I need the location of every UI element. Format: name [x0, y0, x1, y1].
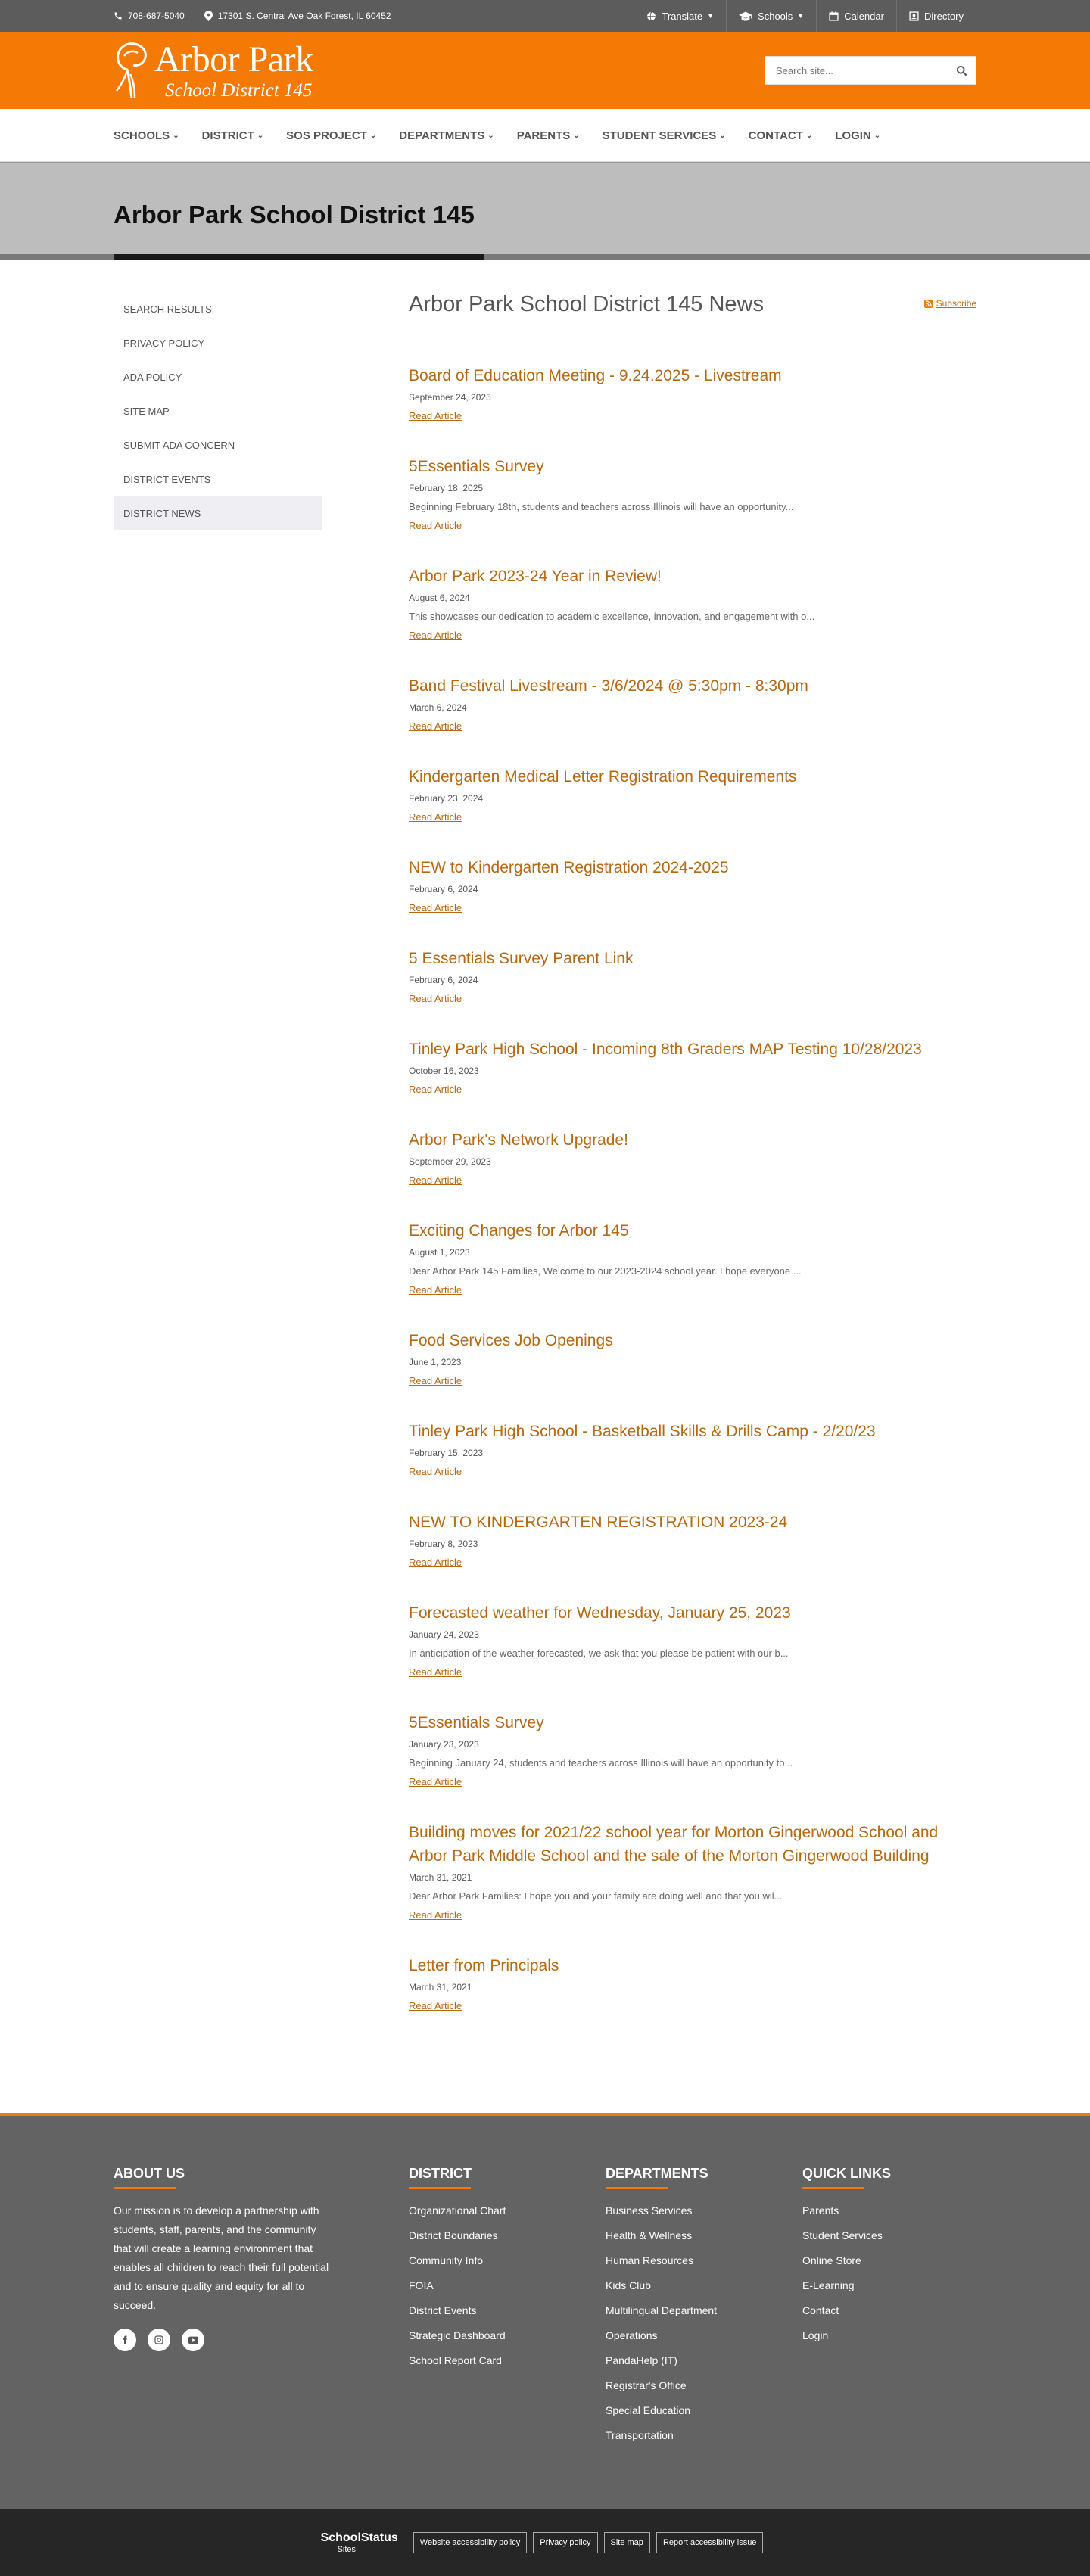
article-title[interactable]: NEW to Kindergarten Registration 2024-2025	[409, 859, 729, 876]
article-date: February 6, 2024	[409, 884, 478, 894]
footer-district-title: DISTRICT	[409, 2166, 606, 2189]
page-banner	[0, 162, 1090, 260]
footer-link[interactable]: Strategic Dashboard	[409, 2329, 506, 2341]
article-title[interactable]: 5Essentials Survey	[409, 1714, 544, 1731]
article-title[interactable]: Forecasted weather for Wednesday, January 25, 2023	[409, 1604, 791, 1622]
nav-label: CONTACT	[748, 129, 803, 142]
news-heading: Arbor Park School District 145 News	[409, 292, 764, 316]
nav-login[interactable]	[835, 129, 880, 142]
article-title[interactable]: Kindergarten Medical Letter Registration Requirements	[409, 768, 797, 786]
news-article	[409, 455, 976, 533]
tree-logo-icon	[114, 41, 150, 100]
search-icon	[956, 65, 967, 76]
article-title[interactable]: Tinley Park High School - Incoming 8th Graders MAP Testing 10/28/2023	[409, 1041, 922, 1058]
graduation-cap-icon	[739, 11, 752, 21]
footer-quick-links	[802, 2166, 891, 2451]
footer-link[interactable]: Registrar's Office	[606, 2379, 687, 2391]
facebook-link[interactable]	[114, 2329, 136, 2351]
article-date: February 15, 2023	[409, 1448, 484, 1458]
article-title[interactable]: 5Essentials Survey	[409, 458, 544, 475]
footer-link[interactable]: Operations	[606, 2329, 658, 2341]
youtube-link[interactable]	[182, 2329, 204, 2351]
article-date: February 18, 2025	[409, 483, 484, 493]
news-article	[409, 674, 976, 733]
footer-about-title: ABOUT US	[114, 2166, 409, 2189]
article-excerpt: Dear Arbor Park Families: I hope you and your family are doing well and that you wil...	[409, 1890, 783, 1902]
chevron-down-icon: ⌄	[805, 131, 813, 140]
read-article-link[interactable]: Read Article	[409, 1557, 462, 1568]
youtube-icon	[188, 2336, 198, 2344]
footer-link[interactable]: Business Services	[606, 2204, 693, 2217]
phone-icon	[114, 11, 123, 20]
address-text: 17301 S. Central Ave Oak Forest, IL 60452	[217, 11, 391, 21]
bottom-link[interactable]: Site map	[604, 2532, 650, 2553]
footer-district	[409, 2166, 606, 2451]
phone-contact[interactable]	[114, 11, 185, 21]
bottom-bar	[0, 2509, 1090, 2576]
article-excerpt: Beginning January 24, students and teachers across Illinois will have an opportunity to...	[409, 1757, 793, 1769]
footer-link[interactable]: Student Services	[802, 2229, 883, 2242]
article-date: March 31, 2021	[409, 1982, 472, 1993]
nav-schools[interactable]	[114, 129, 179, 142]
sidebar	[114, 292, 322, 2045]
footer-about-text: Our mission is to develop a partnership with students, staff, parents, and the community that will create a learning environment that enables all children to reach their full potential and to ensure quality and equity for all to succeed.	[114, 2204, 329, 2311]
site-search	[765, 56, 976, 85]
calendar-label: Calendar	[844, 10, 884, 22]
chevron-down-icon: ⌄	[257, 131, 264, 140]
read-article-link[interactable]: Read Article	[409, 410, 462, 422]
main-section	[0, 260, 1090, 2113]
footer-link[interactable]: Online Store	[802, 2254, 861, 2266]
news-article	[409, 1954, 976, 2013]
footer-link[interactable]: District Events	[409, 2304, 477, 2316]
nav-label: STUDENT SERVICES	[602, 129, 717, 142]
footer-link[interactable]: Human Resources	[606, 2254, 693, 2266]
site-logo[interactable]	[114, 41, 313, 100]
news-article	[409, 565, 976, 642]
nav-student-services[interactable]	[603, 129, 726, 142]
article-date: September 29, 2023	[409, 1156, 491, 1167]
address-contact[interactable]	[204, 11, 391, 21]
footer-link[interactable]: Health & Wellness	[606, 2229, 693, 2242]
rss-icon	[924, 300, 933, 308]
caret-down-icon: ▼	[797, 12, 805, 20]
nav-label: PARENTS	[516, 129, 571, 142]
footer-link[interactable]: FOIA	[409, 2279, 434, 2291]
article-date: February 6, 2024	[409, 975, 478, 985]
read-article-link[interactable]: Read Article	[409, 1466, 462, 1477]
read-article-link[interactable]: Read Article	[409, 2000, 462, 2011]
footer-link[interactable]: E-Learning	[802, 2279, 855, 2291]
sidebar-item[interactable]: SITE MAP	[123, 406, 170, 417]
nav-parents[interactable]	[517, 129, 580, 142]
news-article	[409, 947, 976, 1006]
main-nav	[0, 109, 1090, 162]
search-button[interactable]	[947, 57, 976, 84]
read-article-link[interactable]: Read Article	[409, 1284, 462, 1296]
article-excerpt: In anticipation of the weather forecasted, we ask that you please be patient with our b...	[409, 1647, 789, 1659]
chevron-down-icon: ⌄	[369, 131, 377, 140]
bottom-link[interactable]: Website accessibility policy	[413, 2532, 527, 2553]
article-list	[409, 364, 976, 2013]
chevron-down-icon: ⌄	[487, 131, 494, 140]
footer-link[interactable]: Community Info	[409, 2254, 484, 2266]
translate-label: Translate	[662, 10, 703, 22]
logo-subtitle: School District 145	[165, 79, 313, 101]
article-date: June 1, 2023	[409, 1357, 462, 1367]
footer-link[interactable]: School Report Card	[409, 2354, 502, 2366]
footer-departments	[606, 2166, 802, 2451]
nav-contact[interactable]	[749, 129, 813, 142]
footer-link[interactable]: Special Education	[606, 2404, 691, 2416]
caret-down-icon: ▼	[707, 12, 715, 20]
bottom-link[interactable]: Privacy policy	[533, 2532, 597, 2553]
chevron-down-icon: ⌄	[173, 131, 179, 140]
bottom-link[interactable]: Report accessibility issue	[656, 2532, 764, 2553]
article-title[interactable]: Food Services Job Openings	[409, 1332, 613, 1349]
directory-icon	[909, 11, 919, 21]
article-date: January 24, 2023	[409, 1629, 479, 1640]
chevron-down-icon: ⌄	[874, 131, 881, 140]
news-article	[409, 1601, 976, 1679]
article-date: March 31, 2021	[409, 1872, 472, 1883]
translate-button[interactable]	[634, 0, 726, 32]
read-article-link[interactable]: Read Article	[409, 1666, 462, 1678]
news-article	[409, 1510, 976, 1570]
nav-district[interactable]	[202, 129, 264, 142]
article-title[interactable]: Arbor Park 2023-24 Year in Review!	[409, 568, 662, 585]
read-article-link[interactable]: Read Article	[409, 1909, 462, 1921]
schoolstatus-name: SchoolStatus	[320, 2531, 398, 2544]
news-article	[409, 1711, 976, 1789]
article-excerpt: Beginning February 18th, students and teachers across Illinois will have an opportunity...	[409, 501, 794, 512]
news-article	[409, 1219, 976, 1297]
social-links	[114, 2329, 409, 2351]
phone-number: 708-687-5040	[128, 11, 185, 21]
news-article	[409, 1821, 976, 1922]
sidebar-item[interactable]: SUBMIT ADA CONCERN	[123, 440, 235, 451]
article-title[interactable]: 5 Essentials Survey Parent Link	[409, 950, 634, 967]
footer-link[interactable]: Multilingual Department	[606, 2304, 718, 2316]
read-article-link[interactable]: Read Article	[409, 520, 462, 531]
nav-sos-project[interactable]	[286, 129, 376, 142]
footer-link[interactable]: District Boundaries	[409, 2229, 498, 2242]
nav-label: SCHOOLS	[114, 129, 170, 142]
directory-label: Directory	[923, 10, 964, 22]
article-title[interactable]: Tinley Park High School - Basketball Skills & Drills Camp - 2/20/23	[409, 1423, 876, 1440]
schoolstatus-sub: Sites	[337, 2545, 357, 2554]
article-date: August 1, 2023	[409, 1247, 470, 1258]
read-article-link[interactable]: Read Article	[409, 1084, 462, 1095]
read-article-link[interactable]: Read Article	[409, 902, 462, 913]
sidebar-item[interactable]: DISTRICT EVENTS	[123, 474, 211, 485]
page-title: Arbor Park School District 145	[114, 201, 475, 229]
news-article	[409, 856, 976, 915]
map-pin-icon	[204, 11, 213, 21]
banner-divider-accent	[114, 254, 484, 260]
chevron-down-icon: ⌄	[719, 131, 726, 140]
news-article	[409, 765, 976, 824]
article-date: March 6, 2024	[409, 702, 467, 713]
read-article-link[interactable]: Read Article	[409, 811, 462, 823]
schools-label: Schools	[758, 10, 793, 22]
footer-link[interactable]: Organizational Chart	[409, 2204, 506, 2217]
article-title[interactable]: NEW TO KINDERGARTEN REGISTRATION 2023-24	[409, 1514, 788, 1531]
article-title[interactable]: Letter from Principals	[409, 1957, 559, 1974]
footer-link[interactable]: Kids Club	[606, 2279, 651, 2291]
footer-link[interactable]: Login	[802, 2329, 829, 2341]
article-title[interactable]: Arbor Park's Network Upgrade!	[409, 1131, 628, 1149]
nav-label: DISTRICT	[201, 129, 254, 142]
footer-link[interactable]: Parents	[802, 2204, 839, 2217]
news-article	[409, 364, 976, 423]
top-bar	[0, 0, 1090, 32]
footer-departments-title: DEPARTMENTS	[606, 2166, 802, 2189]
footer-quick-title: QUICK LINKS	[802, 2166, 891, 2189]
calendar-icon	[829, 11, 839, 21]
nav-label: SOS PROJECT	[286, 129, 367, 142]
article-title[interactable]: Exciting Changes for Arbor 145	[409, 1222, 629, 1240]
nav-departments[interactable]	[399, 129, 494, 142]
article-date: February 8, 2023	[409, 1538, 478, 1549]
read-article-link[interactable]: Read Article	[409, 720, 462, 732]
article-excerpt: This showcases our dedication to academic excellence, innovation, and engagement with o...	[409, 611, 815, 622]
news-article	[409, 1038, 976, 1097]
footer-link[interactable]: Transportation	[606, 2429, 674, 2441]
article-date: February 23, 2024	[409, 793, 484, 804]
site-footer	[0, 2113, 1090, 2509]
search-input[interactable]	[765, 65, 947, 76]
news-content	[409, 292, 976, 2045]
top-links	[634, 0, 976, 32]
facebook-icon	[120, 2335, 129, 2344]
globe-icon	[646, 11, 656, 21]
footer-about	[114, 2166, 409, 2451]
article-title[interactable]: Band Festival Livestream - 3/6/2024 @ 5:30pm - 8:30pm	[409, 677, 808, 695]
article-title[interactable]: Building moves for 2021/22 school year for Morton Gingerwood School and Arbor Park Middle School and the sale of the Morton Gingerwood Building	[409, 1824, 939, 1865]
article-title[interactable]: Board of Education Meeting - 9.24.2025 - Livestream	[409, 367, 782, 384]
read-article-link[interactable]: Read Article	[409, 630, 462, 641]
article-excerpt: Dear Arbor Park 145 Families, Welcome to our 2023-2024 school year. I hope everyone ...	[409, 1265, 802, 1277]
calendar-button[interactable]	[816, 0, 896, 32]
subscribe-label: Subscribe	[936, 298, 976, 309]
nav-label: DEPARTMENTS	[399, 129, 485, 142]
read-article-link[interactable]: Read Article	[409, 1375, 462, 1386]
footer-link[interactable]: Contact	[802, 2304, 839, 2316]
news-article	[409, 1420, 976, 1479]
news-article	[409, 1128, 976, 1187]
sidebar-item[interactable]: ADA POLICY	[123, 372, 182, 383]
schoolstatus-logo[interactable]	[321, 2531, 398, 2554]
read-article-link[interactable]: Read Article	[409, 1174, 462, 1186]
article-date: August 6, 2024	[409, 593, 470, 603]
logo-title: Arbor Park	[154, 39, 313, 79]
article-date: October 16, 2023	[409, 1066, 479, 1076]
directory-button[interactable]	[896, 0, 976, 32]
chevron-down-icon: ⌄	[573, 131, 580, 140]
read-article-link[interactable]: Read Article	[409, 1776, 462, 1787]
footer-link[interactable]: PandaHelp (IT)	[606, 2354, 677, 2366]
read-article-link[interactable]: Read Article	[409, 993, 462, 1004]
sidebar-item[interactable]: DISTRICT NEWS	[114, 496, 322, 530]
article-date: January 23, 2023	[409, 1739, 479, 1750]
news-article	[409, 1329, 976, 1388]
subscribe-link[interactable]	[924, 298, 976, 309]
schools-button[interactable]	[726, 0, 816, 32]
sidebar-item[interactable]: SEARCH RESULTS	[123, 303, 212, 315]
nav-label: LOGIN	[835, 129, 871, 142]
instagram-link[interactable]	[148, 2329, 170, 2351]
instagram-icon	[154, 2335, 164, 2344]
article-date: September 24, 2025	[409, 392, 491, 403]
sidebar-item[interactable]: PRIVACY POLICY	[123, 338, 205, 349]
site-header	[0, 32, 1090, 109]
